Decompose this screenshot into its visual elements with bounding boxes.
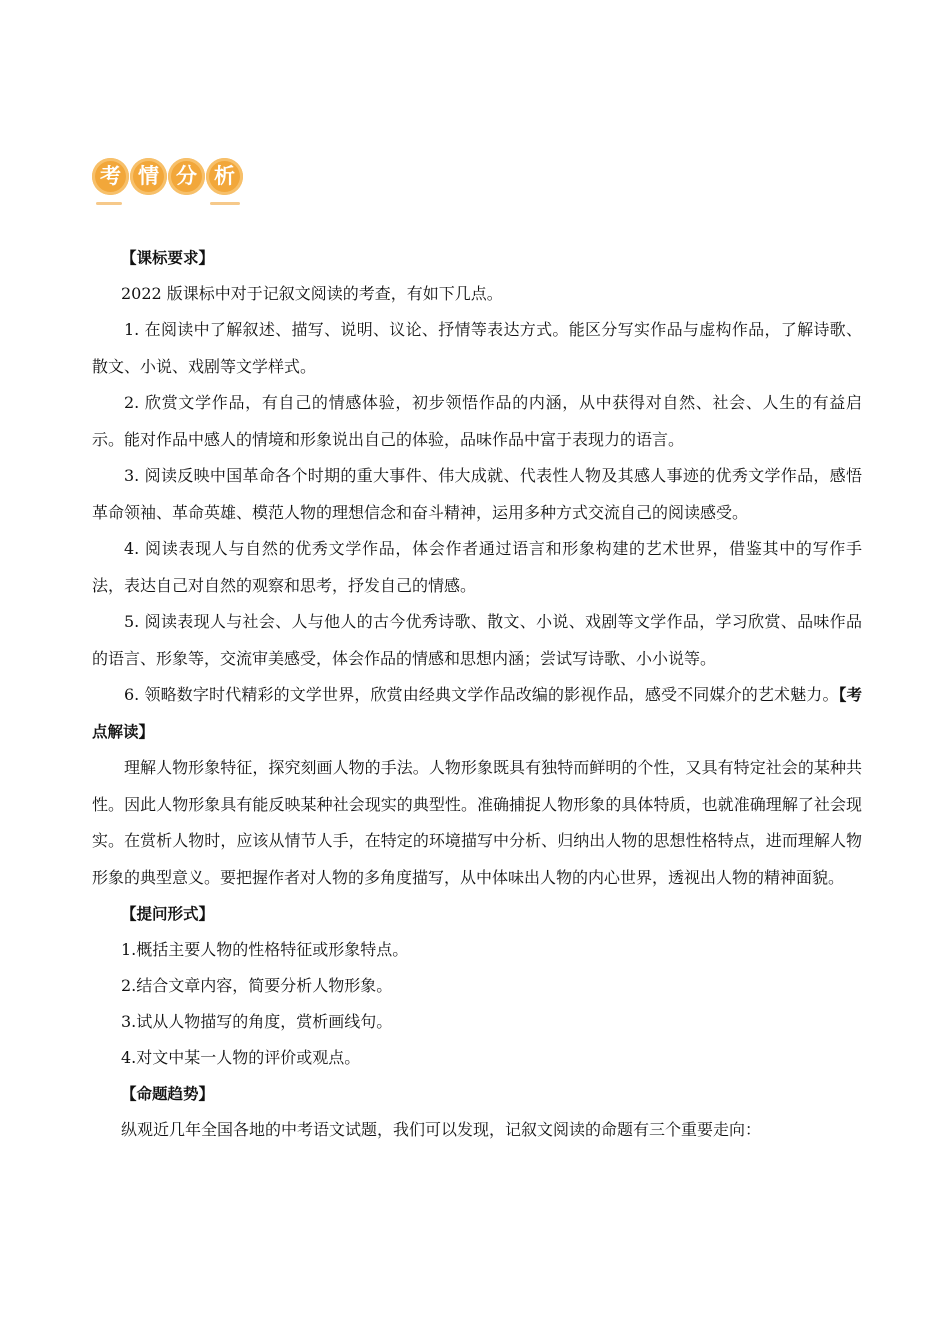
heading-question-forms: 【提问形式】 — [121, 905, 215, 923]
badge-char-4: 析 — [206, 158, 243, 195]
question-form-3: 3.试从人物描写的角度，赏析画线句。 — [121, 1012, 393, 1031]
curriculum-item-2: 2. 欣赏文学作品，有自己的情感体验，初步领悟作品的内涵，从中获得对自然、社会、人生的有益启示。能对作品中感人的情境和形象说出自己的体验，品味作品中富于表现力的语言。 — [92, 393, 862, 449]
badge-char-3: 分 — [168, 158, 205, 195]
badge-underline-left — [96, 202, 122, 205]
document-body — [92, 240, 862, 1148]
curriculum-item-5: 5. 阅读表现人与社会、人与他人的古今优秀诗歌、散文、小说、戏剧等文学作品，学习欣赏、品味作品的语言、形象等，交流审美感受，体会作品的情感和思想内涵；尝试写诗歌、小小说等。 — [92, 612, 862, 668]
curriculum-intro: 2022 版课标中对于记叙文阅读的考查，有如下几点。 — [121, 284, 503, 303]
heading-key-points: 【考点解读】 — [92, 686, 862, 741]
badge-underline-right — [210, 202, 240, 205]
heading-curriculum-requirements: 【课标要求】 — [121, 249, 215, 267]
badge-char-1: 考 — [92, 158, 129, 195]
curriculum-item-4: 4. 阅读表现人与自然的优秀文学作品，体会作者通过语言和形象构建的艺术世界，借鉴其中的写作手法，表达自己对自然的观察和思考，抒发自己的情感。 — [92, 539, 862, 595]
badge-char-2: 情 — [130, 158, 167, 195]
curriculum-item-6 — [92, 677, 862, 750]
section-badge-kaoqingfenxi — [92, 158, 252, 208]
curriculum-item-3: 3. 阅读反映中国革命各个时期的重大事件、伟大成就、代表性人物及其感人事迹的优秀文学作品，感悟革命领袖、革命英雄、模范人物的理想信念和奋斗精神，运用多种方式交流自己的阅读感受。 — [92, 466, 862, 522]
key-points-body: 理解人物形象特征，探究刻画人物的手法。人物形象既具有独特而鲜明的个性，又具有特定社会的某种共性。因此人物形象具有能反映某种社会现实的典型性。准确捕捉人物形象的具体特质，也就准确理解了社会现实。在赏析人物时，应该从情节人手，在特定的环境描写中分析、归纳出人物的思想性格特点，进而理解人物形象的典型意义。要把握作者对人物的多角度描写，从中体味出人物的内心世界，透视出人物的精神面貌。 — [92, 758, 862, 887]
question-form-1: 1.概括主要人物的性格特征或形象特点。 — [121, 940, 409, 959]
exam-trends-body: 纵观近几年全国各地的中考语文试题，我们可以发现，记叙文阅读的命题有三个重要走向： — [121, 1120, 762, 1139]
question-form-4: 4.对文中某一人物的评价或观点。 — [121, 1048, 361, 1067]
question-form-2: 2.结合文章内容，简要分析人物形象。 — [121, 976, 393, 995]
curriculum-item-6-text: 6. 领略数字时代精彩的文学世界，欣赏由经典文学作品改编的影视作品，感受不同媒介的艺术魅力。 — [124, 685, 839, 704]
heading-exam-trends: 【命题趋势】 — [121, 1085, 215, 1103]
curriculum-item-1: 1. 在阅读中了解叙述、描写、说明、议论、抒情等表达方式。能区分写实作品与虚构作品，了解诗歌、散文、小说、戏剧等文学样式。 — [92, 320, 862, 376]
